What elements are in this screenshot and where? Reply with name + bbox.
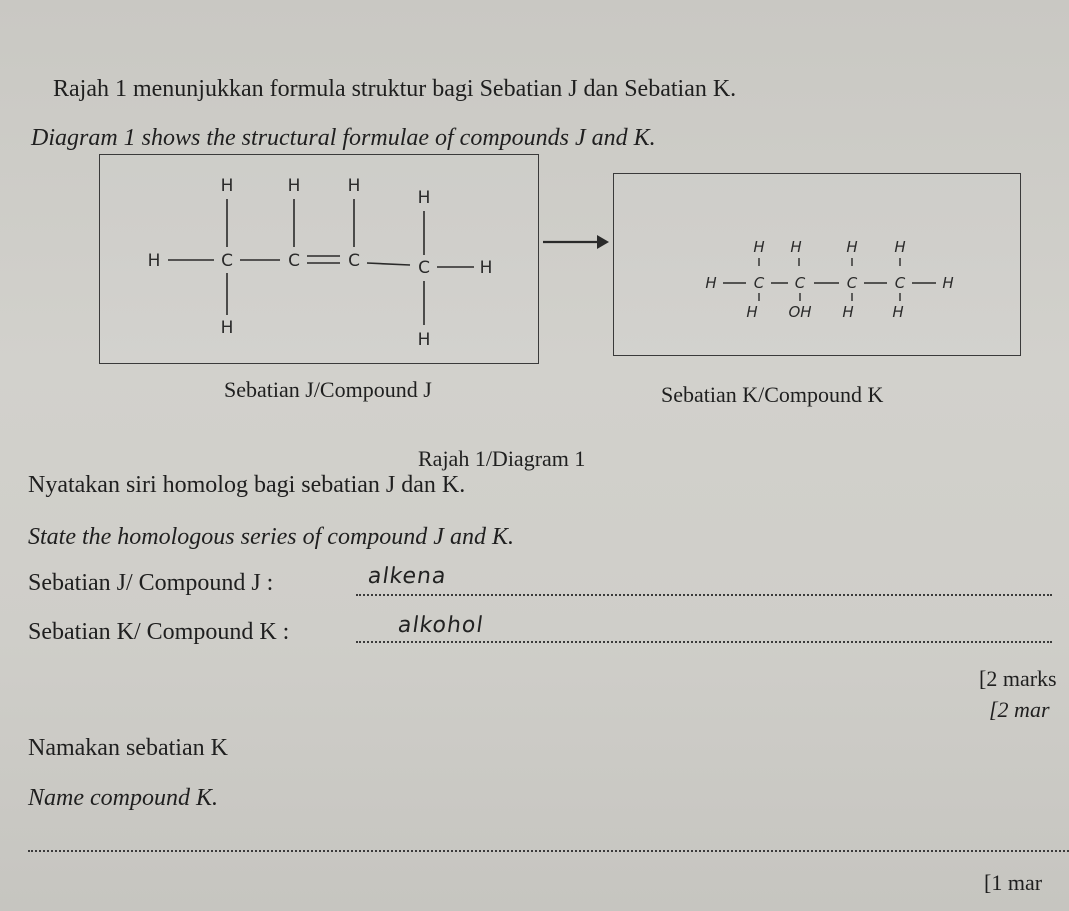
answer-j-label: Sebatian J/ Compound J : (28, 570, 274, 596)
answer-k-label: Sebatian K/ Compound K : (28, 619, 290, 645)
k-h-top-3: H (846, 238, 858, 256)
question2-english: Name compound K. (28, 785, 218, 811)
k-h-top-1: H (753, 238, 765, 256)
answer-j-value: alkena (366, 564, 449, 589)
question1-malay: Nyatakan siri homolog bagi sebatian J dan K. (28, 472, 466, 498)
reaction-arrow (541, 230, 611, 254)
j-bond-c3-c4 (367, 263, 410, 265)
j-c-4: C (418, 258, 430, 278)
j-h-bottom-1: H (220, 318, 234, 338)
k-c-2: C (794, 274, 806, 292)
answer-j-line[interactable] (356, 594, 1052, 596)
k-c-4: C (894, 274, 906, 292)
k-c-3: C (846, 274, 858, 292)
compound-k-caption: Sebatian K/Compound K (661, 382, 884, 407)
k-h-bottom-1: H (746, 303, 758, 321)
j-c-2: C (288, 251, 300, 271)
compound-k-box (613, 173, 1021, 356)
question1-marks-malay: [2 marks (979, 666, 1057, 691)
j-c-1: C (221, 251, 233, 271)
compound-j-caption: Sebatian J/Compound J (224, 377, 432, 402)
question1-marks-english: [2 mar (989, 697, 1050, 722)
compound-j-structure (100, 155, 538, 363)
k-c-1: C (753, 274, 765, 292)
answer-k-value: alkohol (396, 613, 486, 638)
j-h-top-4: H (417, 188, 431, 208)
j-h-left: H (147, 251, 161, 271)
compound-j-box (99, 154, 539, 364)
k-oh-bottom-2: OH (788, 303, 812, 321)
j-h-top-2: H (287, 176, 301, 196)
answer-k-line[interactable] (356, 641, 1052, 643)
compound-k-structure (614, 174, 1020, 355)
question1-english: State the homologous series of compound J and K. (28, 524, 514, 550)
k-h-top-4: H (894, 238, 906, 256)
k-h-bottom-3: H (842, 303, 854, 321)
j-h-top-3: H (347, 176, 361, 196)
diagram-caption: Rajah 1/Diagram 1 (418, 446, 586, 471)
question2-malay: Namakan sebatian K (28, 735, 228, 761)
k-h-right: H (942, 274, 954, 292)
j-h-bottom-4: H (417, 330, 431, 350)
k-h-bottom-4: H (892, 303, 904, 321)
question2-marks: [1 mar (984, 870, 1043, 895)
j-h-top-1: H (220, 176, 234, 196)
answer-name-k-line[interactable] (28, 850, 1069, 852)
intro-english: Diagram 1 shows the structural formulae of compounds J and K. (31, 125, 656, 151)
k-h-left: H (705, 274, 717, 292)
j-h-right: H (479, 258, 493, 278)
intro-malay: Rajah 1 menunjukkan formula struktur bagi Sebatian J dan Sebatian K. (53, 76, 737, 102)
k-h-top-2: H (790, 238, 802, 256)
j-c-3: C (348, 251, 360, 271)
